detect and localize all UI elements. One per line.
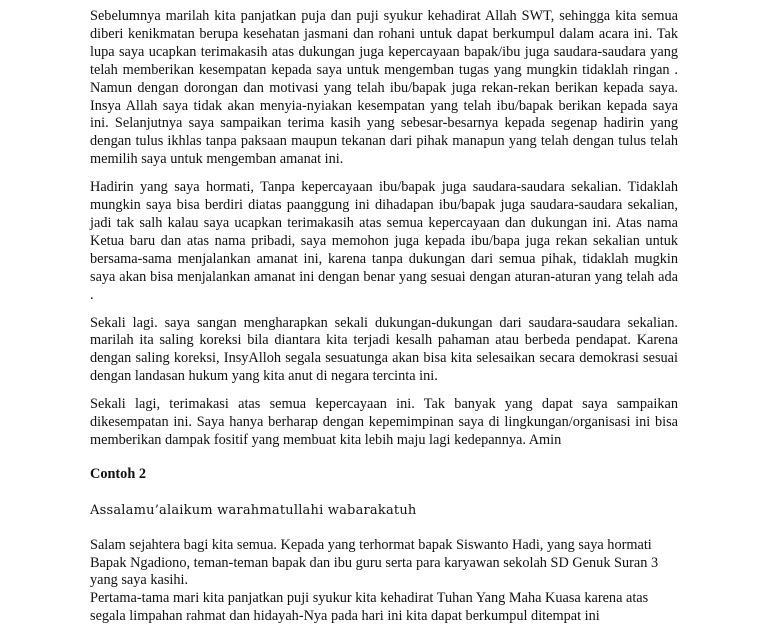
paragraph-sekali-lagi: Sekali lagi. saya sangan mengharapkan sekali dukungan-dukungan dari saudara-saudara sekalian. marilah ita saling koreksi bila diantara kita terjadi kesalh pahaman atau berbeda pendapat. Karena dengan saling koreksi, InsyAlloh segala sesuatunga akan bisa kita selesaikan secara demokrasi sesuai dengan landasan hukum yang kita anut di negara tercinta ini.: [90, 314, 678, 385]
section-heading-contoh-2: Contoh 2: [90, 465, 147, 482]
paragraph-closing: Sekali lagi, terimakasi atas semua kepercayaan ini. Tak banyak yang dapat saya sampaikan dikesempatan ini. Saya hanya berharap dengan kepemimpinan saya di lingkungan/organisasi ini bisa memberikan dampak fositif yang membuat kita lebih maju lagi kedepannya. Amin: [90, 396, 678, 448]
salam-line: Assalamu’alaikum warahmatullahi wabarakatuh: [90, 502, 417, 518]
paragraph-opening-prayer: Pertama-tama mari kita panjatkan puji syukur kita kehadirat Tuhan Yang Maha Kuasa karena atas segala limpahan rahmat dan hidayah-Nya pada hari ini kita dapat berkumpul ditempat ini: [90, 590, 649, 625]
paragraph-hadirin: Hadirin yang saya hormati, Tanpa kepercayaan ibu/bapak juga saudara-saudara sekalian. Tidaklah mungkin saya bisa berdiri diatas paanggung ini dihadapan ibu/bapak juga saudara-saudara sekalian, jadi tak salh kalau saya ucapkan terimakasih atas semua kepercayaan dan dukungan ini. Atas nama Ketua baru dan atas nama pribadi, saya memohon juga kepada ibu/bapa juga rekan sekalian untuk bersama-sama menjalankan amanat ini, karena tanpa dukungan dari semua pihak, tidaklah mugkin saya akan bisa menjalankan amanat ini dengan benar yang sesuai dengan aturan-aturan yang telah ada .: [90, 179, 678, 303]
document-page: [90, 8, 678, 626]
paragraph-opening-thanks: Sebelumnya marilah kita panjatkan puja dan puji syukur kehadirat Allah SWT, sehingga kita semua diberi kenikmatan berupa kesehatan jasmani dan rohani untuk dapat berkumpul dalam acara ini. Tak lupa saya ucapkan terimakasih atas dukungan juga kepercayaan bapak/ibu juga saudara-saudara yang telah memberikan kesempatan kepada saya untuk mengemban tugas yang mungkin tidaklah ringan . Namun dengan dorongan dan motivasi yang telah ibu/bapak juga rekan-rekan berikan kepada saya. Insya Allah saya tidak akan menyia-nyiakan kesempatan yang telah ibu/bapak berikan kepada saya ini. Selanjutnya saya sampaikan terima kasih yang sebesar-besarnya kepada segenap hadirin yang dengan tulus ikhlas tanpa paksaan maupun tekanan dari pihak manapun yang telah dengan tulus telah memilih saya untuk mengemban amanat ini.: [90, 8, 678, 168]
paragraph-greeting: Salam sejahtera bagi kita semua. Kepada yang terhormat bapak Siswanto Hadi, yang saya hormati Bapak Ngadiono, teman-teman bapak dan ibu guru serta para karyawan sekolah SD Genuk Suran 3 yang saya kasihi.: [90, 536, 659, 589]
